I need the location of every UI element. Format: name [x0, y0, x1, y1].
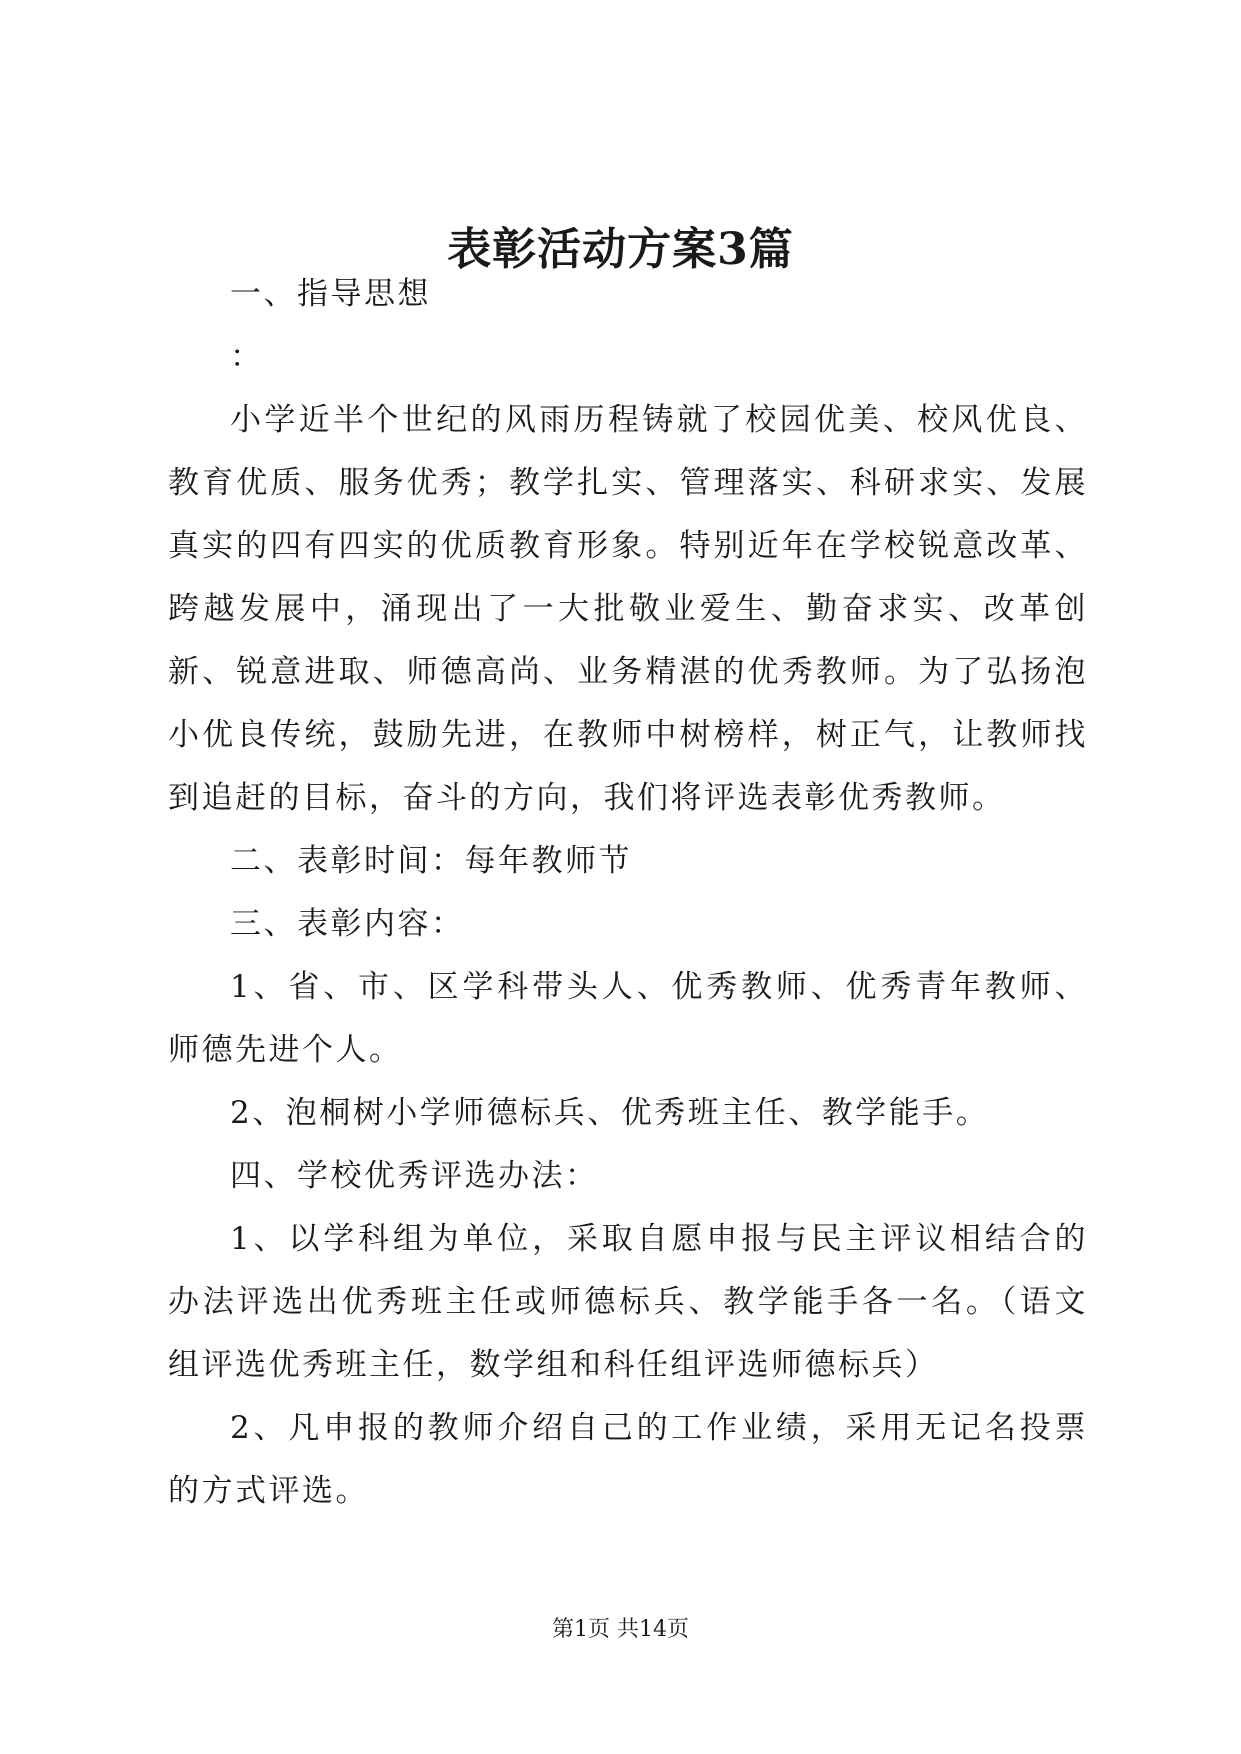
list-item-content-1: 1、省、市、区学科带头人、优秀教师、优秀青年教师、师德先进个人。 — [168, 969, 1088, 1068]
paragraph-colon: ： — [230, 339, 264, 375]
heading-guiding-ideology: 一、指导思想 — [230, 276, 431, 312]
heading-commendation-time: 二、表彰时间：每年教师节 — [230, 843, 632, 879]
document-title: 表彰活动方案3篇 — [447, 224, 794, 275]
paragraph-background: 小学近半个世纪的风雨历程铸就了校园优美、校风优良、教育优质、服务优秀；教学扎实、管理落实、科研求实、发展真实的四有四实的优质教育形象。特别近年在学校锐意改革、跨越发展中，涌现出了一大批敬业爱生、勤奋求实、改革创新、锐意进取、师德高尚、业务精湛的优秀教师。为了弘扬泡小优良传统，鼓励先进，在教师中树榜样，树正气，让教师找到追赶的目标，奋斗的方向，我们将评选表彰优秀教师。 — [168, 402, 1088, 816]
heading-commendation-content: 三、表彰内容： — [230, 906, 465, 942]
list-item-method-2: 2、凡申报的教师介绍自己的工作业绩，采用无记名投票的方式评选。 — [168, 1410, 1088, 1509]
list-item-content-2: 2、泡桐树小学师德标兵、优秀班主任、教学能手。 — [230, 1095, 990, 1131]
list-item-method-1: 1、以学科组为单位，采取自愿申报与民主评议相结合的办法评选出优秀班主任或师德标兵、教学能手各一名。（语文组评选优秀班主任，数学组和科任组评选师德标兵） — [168, 1221, 1088, 1383]
document-body — [168, 263, 1088, 1523]
page-footer: 第1页 共14页 — [552, 1617, 689, 1642]
heading-selection-method: 四、学校优秀评选办法： — [230, 1158, 599, 1194]
